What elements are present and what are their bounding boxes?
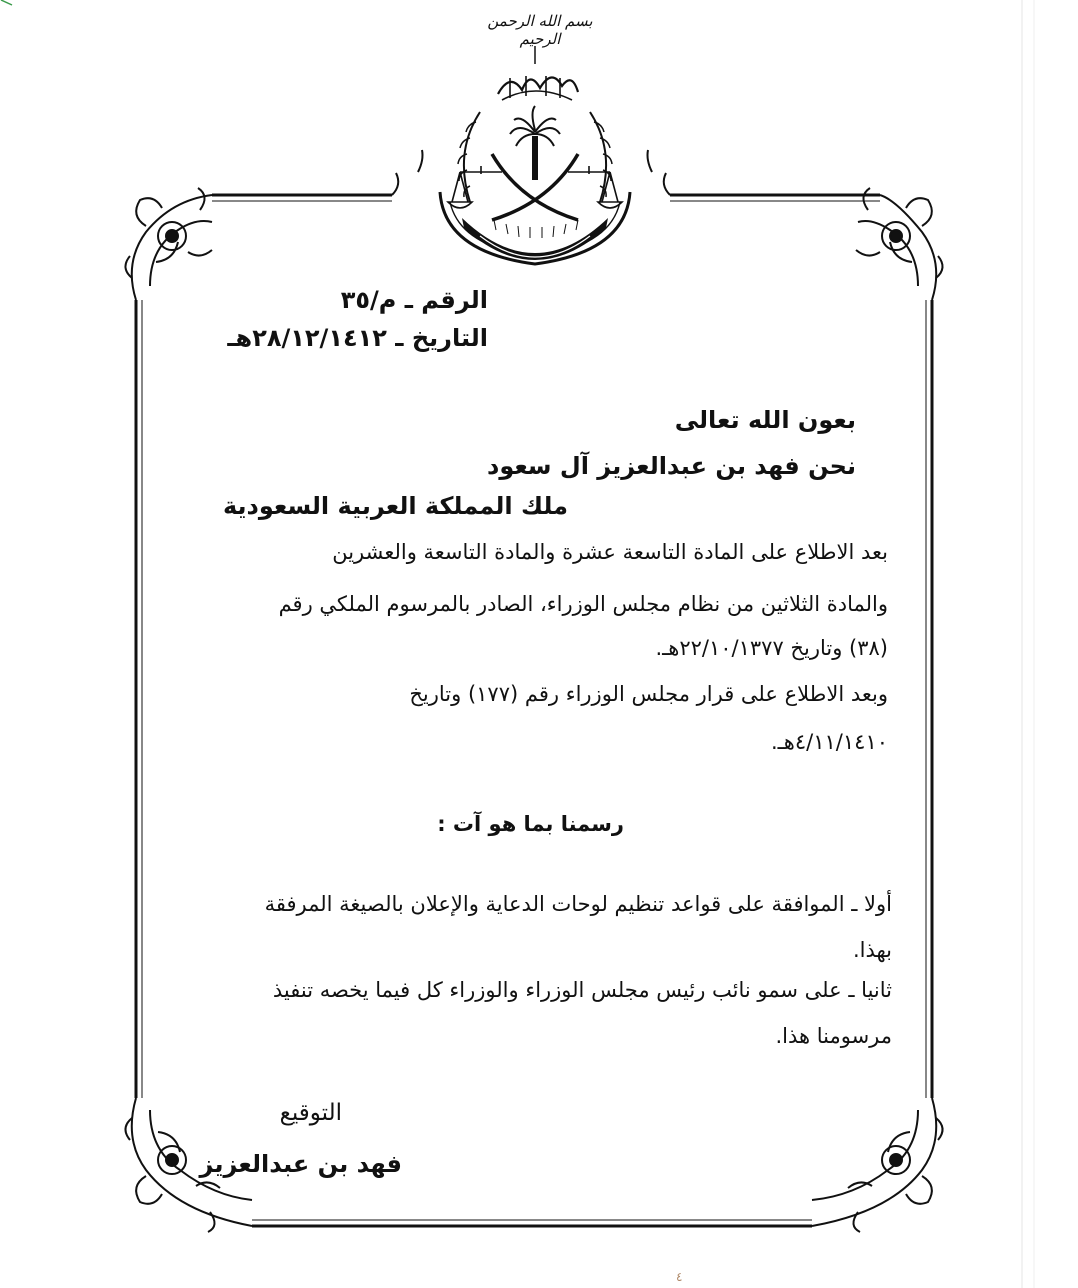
preamble-king-name: نحن فهد بن عبدالعزيز آل سعود — [487, 452, 856, 480]
palm-tree — [510, 106, 560, 180]
reference-date: التاريخ ـ ٢٨/١٢/١٤١٢هـ — [227, 324, 488, 352]
article-first: أولا ـ الموافقة على قواعد تنظيم لوحات الدعاية والإعلان بالصيغة المرفقة — [264, 892, 892, 916]
preamble-king-title: ملك المملكة العربية السعودية — [222, 492, 568, 520]
corner-ornament-top-right — [856, 188, 943, 300]
shahada-calligraphy — [498, 76, 578, 100]
article-second-continued: مرسومنا هذا. — [775, 1024, 892, 1048]
body-line-1: بعد الاطلاع على المادة التاسعة عشرة والمادة التاسعة والعشرين — [332, 540, 888, 564]
signature-label: التوقيع — [279, 1100, 342, 1126]
footer-mark: ٤ — [676, 1270, 683, 1284]
body-line-5: ٤/١١/١٤١٠هـ. — [770, 730, 888, 754]
signature-name: فهد بن عبدالعزيز — [199, 1150, 402, 1178]
corner-mark-icon — [0, 0, 14, 6]
preamble-invocation: بعون الله تعالى — [674, 406, 856, 434]
corner-ornament-top-left — [125, 188, 212, 300]
saudi-emblem-icon — [410, 42, 660, 282]
basmala: بسم الله الرحمن الرحيم — [487, 12, 593, 48]
decree-intro: رسمنا بما هو آت : — [437, 812, 624, 836]
body-line-4: وبعد الاطلاع على قرار مجلس الوزراء رقم (١٧٧) وتاريخ — [409, 682, 888, 706]
article-second: ثانيا ـ على سمو نائب رئيس مجلس الوزراء والوزراء كل فيما يخصه تنفيذ — [272, 978, 892, 1002]
body-line-2: والمادة الثلاثين من نظام مجلس الوزراء، الصادر بالمرسوم الملكي رقم — [278, 592, 888, 616]
body-line-3: (٣٨) وتاريخ ٢٢/١٠/١٣٧٧هـ. — [655, 636, 888, 660]
article-first-continued: بهذا. — [852, 938, 892, 962]
corner-ornament-bottom-right — [812, 1098, 943, 1232]
reference-number: الرقم ـ م/٣٥ — [340, 286, 488, 314]
